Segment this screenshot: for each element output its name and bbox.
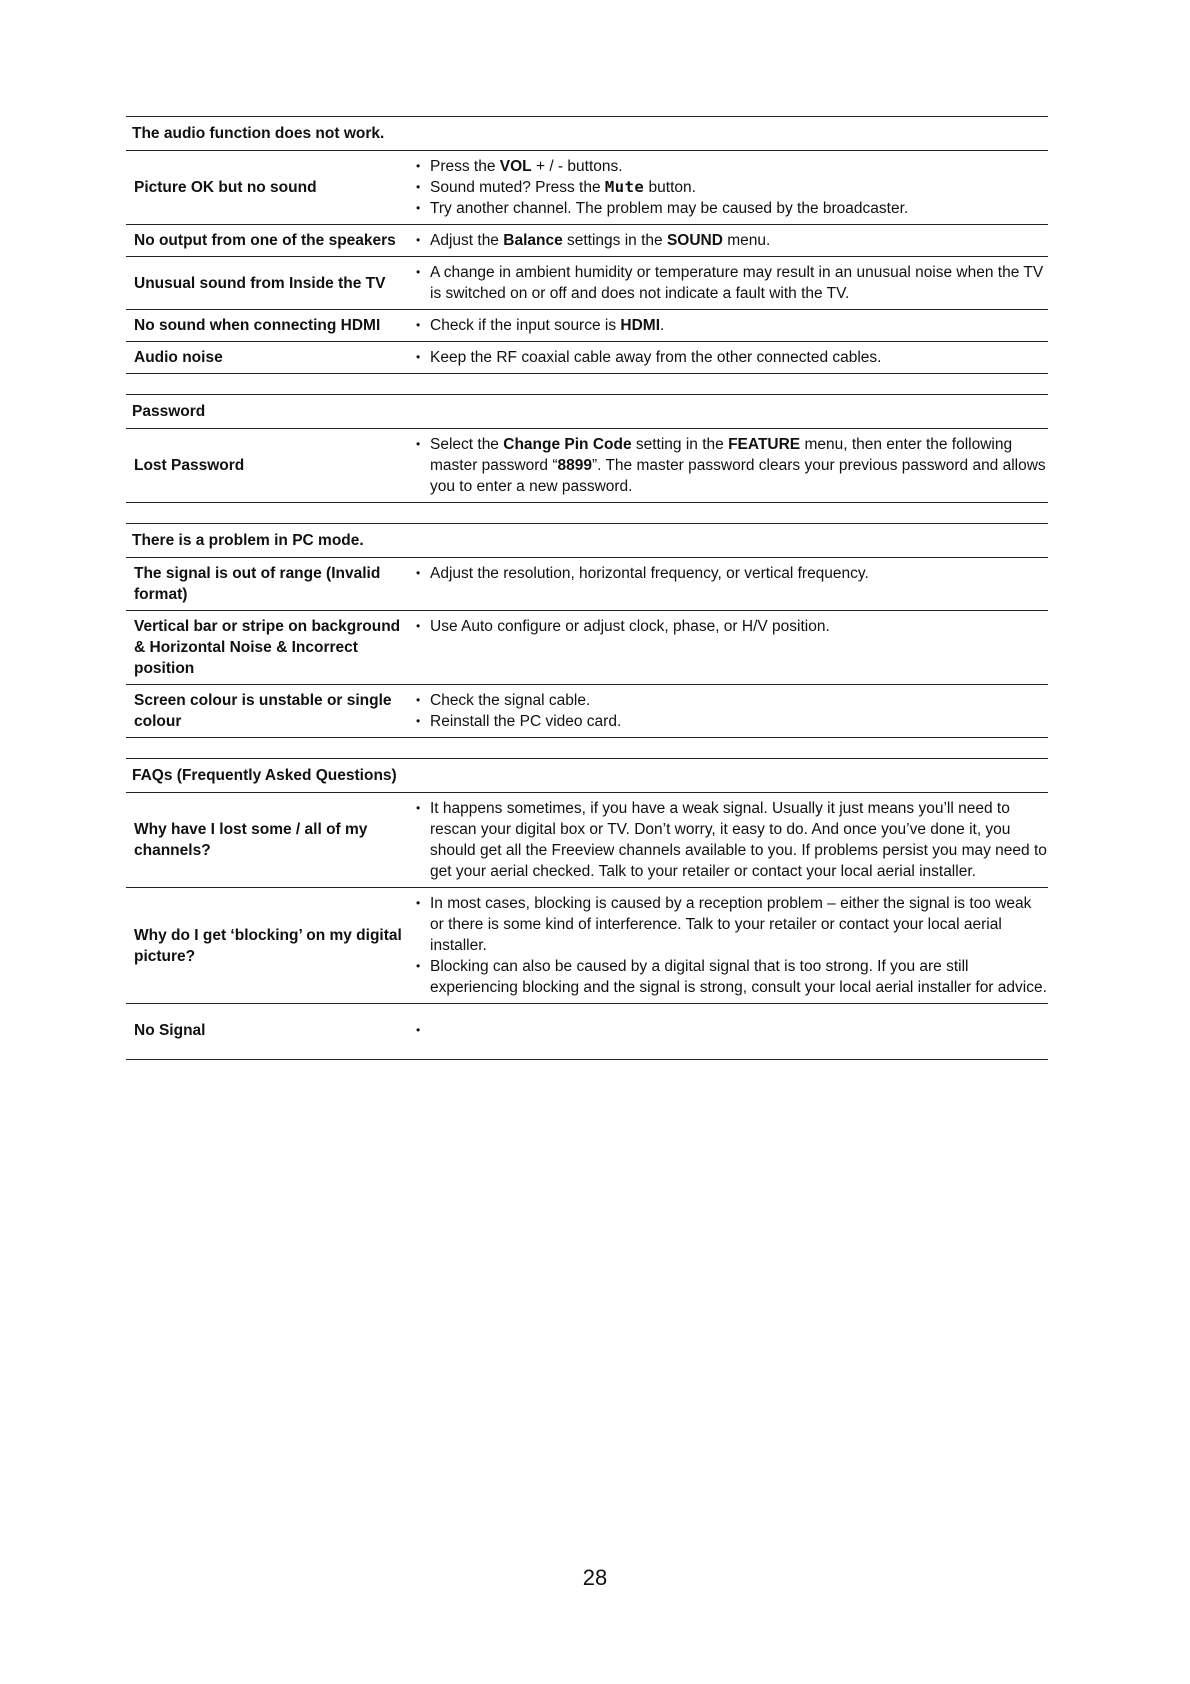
table-row [126, 257, 1048, 310]
solution-item: • Select the Change Pin Code setting in the FEATURE menu, then enter the following master password “8899”. The master password clears your previous password and allows you to enter a new password. [412, 434, 1048, 497]
solution-item: • Press the VOL + / - buttons. [412, 156, 1048, 177]
solution-cell [412, 616, 1048, 637]
section-password [126, 394, 1048, 503]
section-title: FAQs (Frequently Asked Questions) [126, 758, 1048, 793]
section-pc-mode [126, 523, 1048, 738]
solution-cell [412, 262, 1048, 304]
problem-label: The signal is out of range (Invalid format) [134, 565, 381, 603]
solution-item [412, 1020, 1048, 1041]
table-row [126, 888, 1048, 1004]
solution-cell [412, 434, 1048, 497]
solution-cell [412, 156, 1048, 219]
troubleshooting-content [126, 116, 1048, 1080]
problem-label: Unusual sound from Inside the TV [134, 274, 386, 292]
page-number: 28 [582, 1565, 608, 1590]
solution-item: • A change in ambient humidity or temperature may result in an unusual noise when the TV is switched on or off and does not indicate a fault with the TV. [412, 262, 1048, 304]
problem-label: Audio noise [134, 349, 223, 366]
solution-item: • Try another channel. The problem may be caused by the broadcaster. [412, 198, 1048, 219]
solution-item: • Reinstall the PC video card. [412, 711, 1048, 732]
problem-label: Why do I get ‘blocking’ on my digital picture? [134, 926, 402, 965]
solution-cell [412, 798, 1048, 882]
section-title: Password [126, 394, 1048, 429]
solution-item: • Adjust the resolution, horizontal frequency, or vertical frequency. [412, 563, 1048, 584]
table-row [126, 558, 1048, 611]
solution-cell [412, 690, 1048, 732]
solution-cell [412, 1020, 1048, 1041]
table-row [126, 611, 1048, 685]
solution-item: • Check the signal cable. [412, 690, 1048, 711]
solution-cell [412, 563, 1048, 584]
table-row [126, 793, 1048, 888]
solution-item: • Sound muted? Press the Mute button. [412, 177, 1048, 198]
problem-label: No output from one of the speakers [134, 232, 396, 249]
solution-cell [412, 893, 1048, 998]
section-faqs [126, 758, 1048, 1060]
problem-label: Screen colour is unstable or single colour [134, 692, 392, 730]
table-row [126, 1004, 1048, 1060]
solution-item: • Keep the RF coaxial cable away from the other connected cables. [412, 347, 1048, 368]
solution-cell [412, 315, 1048, 336]
section-audio [126, 116, 1048, 374]
problem-label: Vertical bar or stripe on background & Horizontal Noise & Incorrect position [134, 618, 401, 677]
solution-item: • It happens sometimes, if you have a weak signal. Usually it just means you’ll need to rescan your digital box or TV. Don’t worry, it easy to do. And once you’ve done it, you should get all the Freeview channels available to you. If problems persist you may need to get your aerial checked. Talk to your retailer or contact your local aerial installer. [412, 798, 1048, 882]
section-title: There is a problem in PC mode. [126, 523, 1048, 558]
table-row [126, 429, 1048, 503]
table-row [126, 310, 1048, 342]
solution-item: • Check if the input source is HDMI. [412, 315, 1048, 336]
table-row [126, 342, 1048, 374]
solution-cell [412, 230, 1048, 251]
table-row [126, 151, 1048, 225]
section-title: The audio function does not work. [126, 116, 1048, 151]
problem-label: Picture OK but no sound [134, 179, 317, 196]
problem-label: Why have I lost some / all of my channels? [134, 821, 368, 859]
solution-item: • Use Auto configure or adjust clock, phase, or H/V position. [412, 616, 1048, 637]
solution-cell [412, 347, 1048, 368]
problem-label: Lost Password [134, 457, 245, 474]
solution-item: • Adjust the Balance settings in the SOUND menu. [412, 230, 1048, 251]
problem-label: No Signal [134, 1022, 206, 1039]
table-row [126, 685, 1048, 738]
solution-item: • Blocking can also be caused by a digital signal that is too strong. If you are still experiencing blocking and the signal is strong, consult your local aerial installer for advice. [412, 956, 1048, 998]
table-row [126, 225, 1048, 257]
solution-item: • In most cases, blocking is caused by a reception problem – either the signal is too weak or there is some kind of interference. Talk to your retailer or contact your local aerial installer. [412, 893, 1048, 956]
problem-label: No sound when connecting HDMI [134, 317, 381, 334]
